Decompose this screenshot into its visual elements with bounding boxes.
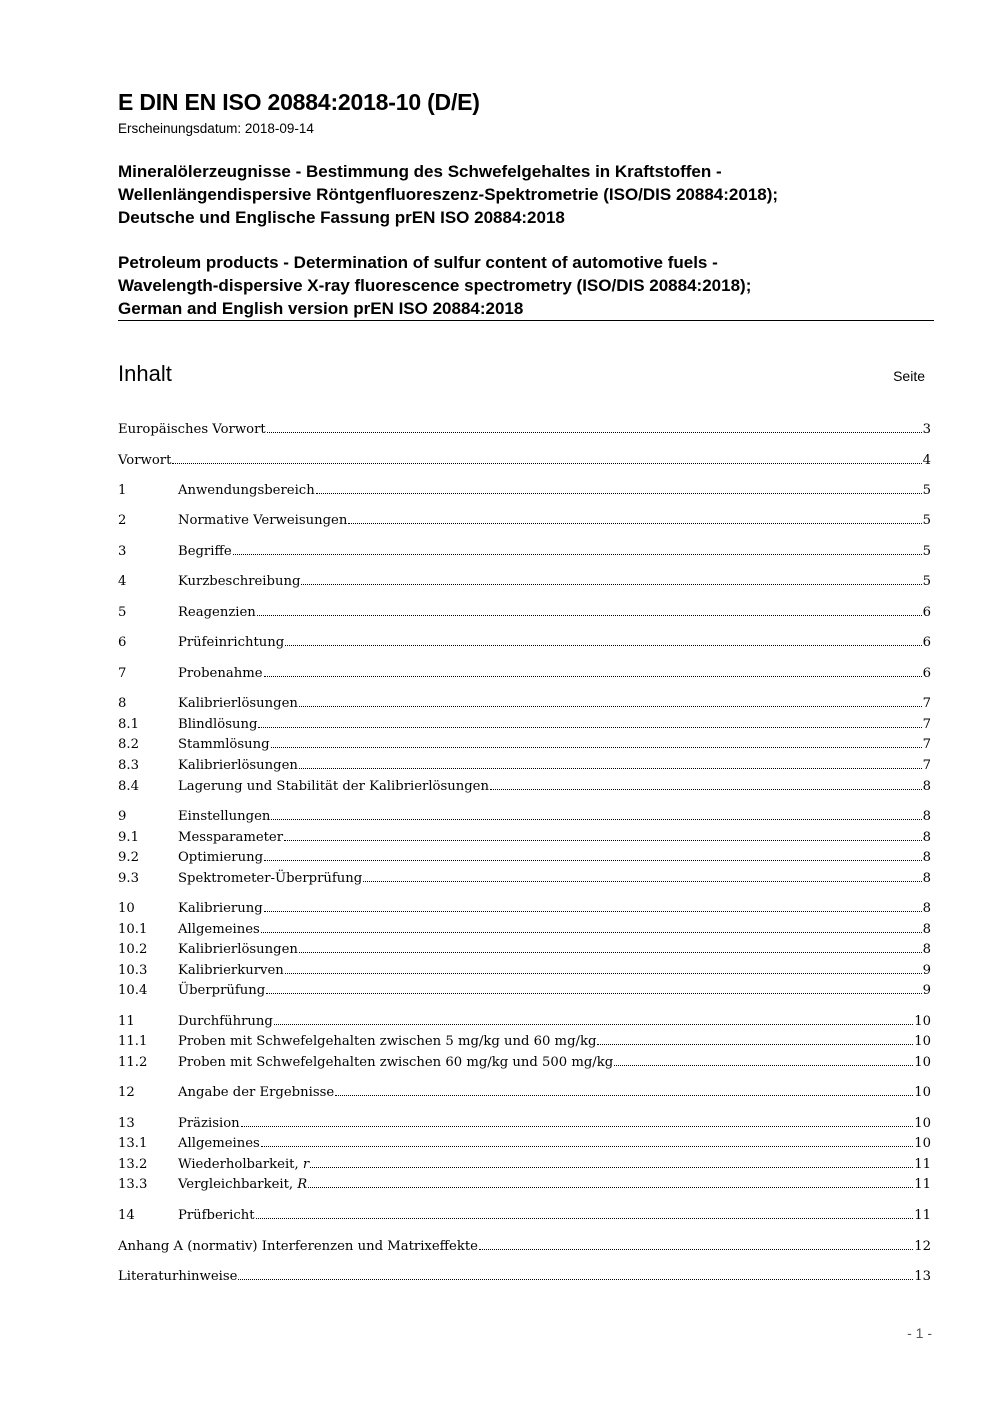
toc-leader-dots [271, 747, 922, 748]
toc-entry[interactable] [118, 1112, 931, 1131]
toc-entry-number: 13.2 [118, 1157, 148, 1172]
toc-entry-label: Einstellungen [178, 809, 271, 824]
toc-leader-dots [479, 1249, 913, 1250]
toc-leader-dots [490, 789, 922, 790]
toc-entry-page: 11 [914, 1157, 931, 1172]
toc-leader-dots [299, 706, 922, 707]
toc-entry-page: 10 [914, 1136, 931, 1151]
toc-page-label: Seite [893, 368, 925, 384]
toc-entry[interactable] [118, 754, 931, 773]
toc-entry[interactable] [118, 1265, 931, 1284]
toc-entry-label: Lagerung und Stabilität der Kalibrierlösungen [178, 779, 489, 794]
toc-entry-page: 7 [922, 696, 931, 711]
toc-entry-label: Kalibrierlösungen [178, 696, 298, 711]
toc-entry-label: Spektrometer-Überprüfung [178, 871, 363, 886]
toc-entry-page: 10 [914, 1034, 931, 1049]
toc-entry-label: Europäisches Vorwort [118, 422, 266, 437]
toc-entry-number: 13 [118, 1116, 135, 1131]
toc-entry[interactable] [118, 846, 931, 865]
toc-entry-label: Literaturhinweise [118, 1269, 238, 1284]
toc-leader-dots [264, 911, 922, 912]
toc-entry-label: Kalibrierlösungen [178, 758, 298, 773]
toc-leader-dots [271, 819, 921, 820]
toc-entry-number: 10.1 [118, 922, 148, 937]
toc-entry[interactable] [118, 713, 931, 732]
toc-entry-label: Proben mit Schwefelgehalten zwischen 60 mg/kg und 500 mg/kg [178, 1055, 614, 1070]
toc-entry-number: 2 [118, 513, 127, 528]
toc-entry[interactable] [118, 959, 931, 978]
toc-leader-dots [241, 1126, 914, 1127]
title-german-line: Mineralölerzeugnisse - Bestimmung des Schwefelgehaltes in Kraftstoffen - [118, 162, 722, 181]
toc-entry[interactable] [118, 1081, 931, 1100]
toc-entry[interactable] [118, 1204, 931, 1223]
toc-entry-page: 10 [914, 1116, 931, 1131]
toc-leader-dots [264, 860, 922, 861]
toc-entry-page: 9 [922, 983, 931, 998]
toc-entry[interactable] [118, 418, 931, 437]
toc-leader-dots [285, 645, 921, 646]
title-german-line: Wellenlängendispersive Röntgenfluoreszenz-Spektrometrie (ISO/DIS 20884:2018); [118, 185, 779, 204]
toc-entry-number: 8.1 [118, 717, 139, 732]
toc-entry-page: 8 [922, 830, 931, 845]
toc-entry[interactable] [118, 1235, 931, 1254]
toc-entry[interactable] [118, 1153, 931, 1172]
toc-entry-number: 4 [118, 574, 127, 589]
toc-entry[interactable] [118, 897, 931, 916]
toc-leader-dots [310, 1167, 913, 1168]
toc-entry-page: 5 [922, 513, 931, 528]
toc-entry-label: Prüfeinrichtung [178, 635, 285, 650]
toc-entry[interactable] [118, 692, 931, 711]
title-german-line: Deutsche und Englische Fassung prEN ISO 20884:2018 [118, 208, 565, 227]
toc-entry-label: Anwendungsbereich [178, 483, 315, 498]
toc-leader-dots [266, 993, 921, 994]
toc-entry-label: Prüfbericht [178, 1208, 255, 1223]
toc-entry-number: 10.3 [118, 963, 148, 978]
toc-entry-page: 10 [914, 1055, 931, 1070]
toc-entry-number: 12 [118, 1085, 135, 1100]
toc-entry-page: 11 [914, 1208, 931, 1223]
toc-entry-number: 5 [118, 605, 127, 620]
toc-entry-page: 8 [922, 901, 931, 916]
toc-entry-number: 13.1 [118, 1136, 148, 1151]
toc-entry-page: 7 [922, 717, 931, 732]
toc-entry[interactable] [118, 662, 931, 681]
title-english-line: German and English version prEN ISO 20884:2018 [118, 299, 524, 318]
toc-entry-label: Reagenzien [178, 605, 256, 620]
toc-entry-page: 10 [914, 1085, 931, 1100]
toc-entry-label: Vorwort [118, 453, 172, 468]
toc-entry-number: 13.3 [118, 1177, 148, 1192]
toc-entry-label: Präzision [178, 1116, 240, 1131]
toc-leader-dots [274, 1024, 913, 1025]
toc-entry-page: 6 [922, 666, 931, 681]
toc-entry-page: 5 [922, 544, 931, 559]
title-english [118, 251, 938, 320]
toc-entry[interactable] [118, 601, 931, 620]
toc-leader-dots [335, 1095, 913, 1096]
toc-leader-dots [614, 1065, 913, 1066]
toc-entry-page: 8 [922, 942, 931, 957]
toc-entry-page: 7 [922, 758, 931, 773]
toc-entry-page: 4 [922, 453, 931, 468]
toc-entry-page: 13 [914, 1269, 931, 1284]
toc-heading: Inhalt [118, 361, 172, 386]
toc-entry-label: Begriffe [178, 544, 232, 559]
toc-entry[interactable] [118, 570, 931, 589]
toc-leader-dots [257, 615, 922, 616]
toc-leader-dots [284, 840, 922, 841]
toc-entry-number: 10.4 [118, 983, 148, 998]
toc-leader-dots [267, 432, 922, 433]
toc-entry-number: 8.3 [118, 758, 139, 773]
toc-entry-page: 12 [914, 1239, 931, 1254]
toc-leader-dots [256, 1218, 914, 1219]
toc-entry-label: Allgemeines [178, 1136, 260, 1151]
toc-leader-dots [348, 523, 921, 524]
toc-entry-number: 6 [118, 635, 127, 650]
toc-entry-number: 1 [118, 483, 127, 498]
toc-entry[interactable] [118, 631, 931, 650]
toc-entry-label: Vergleichbarkeit, R [178, 1177, 308, 1192]
toc-leader-dots [301, 584, 921, 585]
toc-entry-number: 8.2 [118, 737, 139, 752]
toc-entry-label: Wiederholbarkeit, r [178, 1157, 310, 1172]
toc-leader-dots [261, 932, 922, 933]
title-english-line: Wavelength-dispersive X-ray fluorescence spectrometry (ISO/DIS 20884:2018); [118, 276, 752, 295]
toc-entry-page: 8 [922, 850, 931, 865]
toc-entry-label: Kalibrierung [178, 901, 263, 916]
toc-entry-label: Messparameter [178, 830, 284, 845]
toc-entry-number: 11.1 [118, 1034, 148, 1049]
toc-entry-label: Probenahme [178, 666, 263, 681]
toc-entry-page: 8 [922, 779, 931, 794]
toc-entry-number: 8.4 [118, 779, 139, 794]
toc-entry-label: Proben mit Schwefelgehalten zwischen 5 mg/kg und 60 mg/kg [178, 1034, 597, 1049]
toc-leader-dots [238, 1279, 913, 1280]
toc-entry-label: Allgemeines [178, 922, 260, 937]
toc-entry[interactable] [118, 509, 931, 528]
toc-leader-dots [363, 881, 921, 882]
toc-entry-number: 3 [118, 544, 127, 559]
toc-leader-dots [233, 554, 922, 555]
title-german [118, 160, 938, 229]
toc-leader-dots [172, 463, 921, 464]
toc-entry[interactable] [118, 1132, 931, 1151]
toc-entry[interactable] [118, 479, 931, 498]
toc-entry[interactable] [118, 918, 931, 937]
title-english-line: Petroleum products - Determination of sulfur content of automotive fuels - [118, 253, 718, 272]
toc-entry-page: 7 [922, 737, 931, 752]
toc-entry-number: 10 [118, 901, 135, 916]
toc-entry-label: Kurzbeschreibung [178, 574, 301, 589]
toc-entry[interactable] [118, 867, 931, 886]
toc-entry[interactable] [118, 938, 931, 957]
header-divider [118, 320, 934, 321]
toc-entry[interactable] [118, 1010, 931, 1029]
toc-entry-label: Stammlösung [178, 737, 270, 752]
toc-entry-page: 6 [922, 605, 931, 620]
toc-entry-number: 11 [118, 1014, 135, 1029]
toc-leader-dots [258, 727, 921, 728]
publication-date: Erscheinungsdatum: 2018-09-14 [118, 121, 314, 136]
toc-entry-page: 9 [922, 963, 931, 978]
toc-entry-number: 7 [118, 666, 127, 681]
toc-entry[interactable] [118, 775, 931, 794]
toc-entry-label: Normative Verweisungen [178, 513, 348, 528]
standard-id: E DIN EN ISO 20884:2018-10 (D/E) [118, 89, 480, 115]
toc-entry[interactable] [118, 733, 931, 752]
toc-entry-number: 9 [118, 809, 127, 824]
toc-entry-label: Optimierung [178, 850, 264, 865]
toc-entry[interactable] [118, 826, 931, 845]
toc-entry-page: 5 [922, 483, 931, 498]
toc-entry-page: 8 [922, 922, 931, 937]
toc-entry-number: 11.2 [118, 1055, 148, 1070]
toc-entry-number: 9.3 [118, 871, 139, 886]
toc-entry-label: Anhang A (normativ) Interferenzen und Matrixeffekte [118, 1239, 478, 1254]
toc-entry-label: Kalibrierkurven [178, 963, 284, 978]
toc-entry[interactable] [118, 1051, 931, 1070]
toc-leader-dots [316, 493, 922, 494]
toc-entry-number: 8 [118, 696, 127, 711]
toc-leader-dots [261, 1146, 913, 1147]
toc-entry-page: 10 [914, 1014, 931, 1029]
toc-entry-label: Kalibrierlösungen [178, 942, 298, 957]
toc-entry-number: 9.1 [118, 830, 139, 845]
toc-entry-number: 14 [118, 1208, 135, 1223]
toc-entry[interactable] [118, 449, 931, 468]
toc-entry-label: Blindlösung [178, 717, 258, 732]
toc-entry-label: Angabe der Ergebnisse [178, 1085, 335, 1100]
toc-entry-label: Durchführung [178, 1014, 273, 1029]
toc-leader-dots [264, 676, 922, 677]
toc-entry-page: 5 [922, 574, 931, 589]
toc-entry-number: 10.2 [118, 942, 148, 957]
toc-entry-page: 3 [922, 422, 931, 437]
toc-entry[interactable] [118, 540, 931, 559]
toc-leader-dots [299, 952, 922, 953]
toc-entry[interactable] [118, 1173, 931, 1192]
toc-leader-dots [285, 973, 922, 974]
toc-leader-dots [597, 1044, 913, 1045]
toc-entry[interactable] [118, 979, 931, 998]
toc-entry[interactable] [118, 805, 931, 824]
toc-entry-page: 11 [914, 1177, 931, 1192]
toc-entry-label: Überprüfung [178, 983, 266, 998]
toc-entry[interactable] [118, 1030, 931, 1049]
toc-entry-page: 8 [922, 871, 931, 886]
toc-entry-number: 9.2 [118, 850, 139, 865]
toc-entry-page: 6 [922, 635, 931, 650]
toc-entry-page: 8 [922, 809, 931, 824]
toc-leader-dots [308, 1187, 913, 1188]
page-number: - 1 - [907, 1325, 932, 1341]
toc-leader-dots [299, 768, 922, 769]
